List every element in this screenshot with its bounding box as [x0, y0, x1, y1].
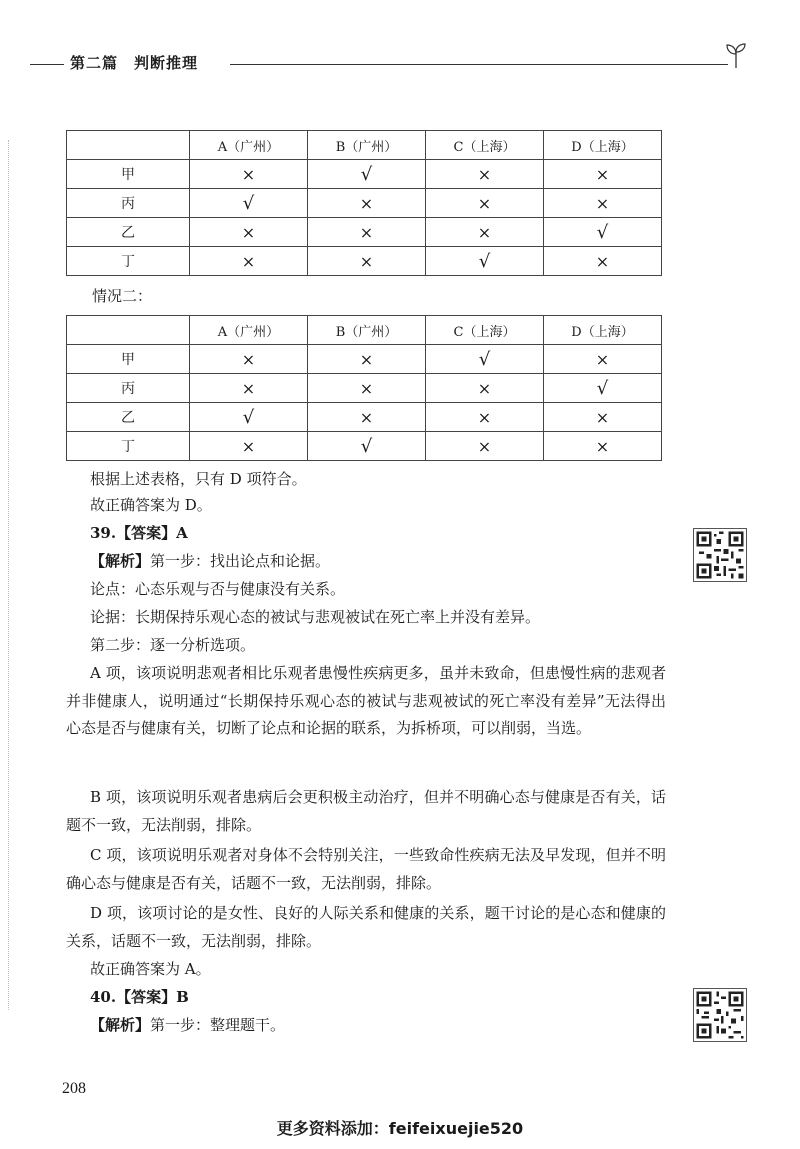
table-header-cell: D（上海） [544, 131, 662, 160]
mark-cell: √ [190, 403, 308, 432]
sprout-icon [724, 42, 748, 68]
mark-cell: × [308, 218, 426, 247]
mark-cell: × [190, 247, 308, 276]
table-header-cell: C（上海） [426, 131, 544, 160]
section-title: 第二篇 判断推理 [70, 54, 199, 72]
option-a-analysis: A 项，该项说明悲观者相比乐观者患慢性疾病更多，虽并未致命，但患慢性病的悲观者并非健康人，说明通过“长期保持乐观心态的被试与悲观被试的死亡率没有差异”无法得出心态是否与健康有关，切断了论点和论据的联系，为拆桥项，可以削弱，当选。 [66, 664, 666, 737]
person-cell: 乙 [67, 403, 190, 432]
qr-code-icon[interactable] [693, 988, 747, 1042]
question-40-answer: 40.【答案】B [90, 988, 189, 1006]
mark-cell: × [308, 374, 426, 403]
header-rule-left [30, 64, 64, 65]
mark-cell: √ [544, 218, 662, 247]
mark-cell: √ [544, 374, 662, 403]
mark-cell: × [308, 189, 426, 218]
mark-cell: × [308, 345, 426, 374]
table-row [67, 218, 662, 247]
analysis-label: 【解析】 [90, 552, 151, 570]
mark-cell: × [544, 403, 662, 432]
page-header [30, 48, 750, 78]
mark-cell: √ [308, 432, 426, 461]
person-cell: 甲 [67, 345, 190, 374]
option-c-analysis: C 项，该项说明乐观者对身体不会特别关注，一些致命性疾病无法及早发现，但并不明确心态与健康是否有关，话题不一致，无法削弱，排除。 [66, 846, 666, 892]
table-header-cell: A（广州） [190, 131, 308, 160]
qr-code-icon[interactable] [693, 528, 747, 582]
table-row [67, 247, 662, 276]
analysis-40-step1 [90, 1012, 670, 1038]
analysis-text: 第一步：整理题干。 [150, 1016, 286, 1034]
table-row [67, 374, 662, 403]
header-rule-right [230, 64, 728, 65]
situation-2-label: 情况二： [92, 287, 153, 305]
margin-dots [8, 140, 11, 1010]
mark-cell: √ [190, 189, 308, 218]
answer-line: 故正确答案为 D。 [90, 496, 212, 514]
table-header-cell: A（广州） [190, 316, 308, 345]
mark-cell: × [190, 374, 308, 403]
mark-cell: × [308, 403, 426, 432]
table-row [67, 432, 662, 461]
mark-cell: √ [308, 160, 426, 189]
table-header-row [67, 316, 662, 345]
mark-cell: × [190, 218, 308, 247]
page-number: 208 [62, 1080, 86, 1097]
mark-cell: × [544, 160, 662, 189]
conclusion-line: 根据上述表格，只有 D 项符合。 [90, 470, 307, 488]
person-cell: 丁 [67, 432, 190, 461]
table-header-cell [67, 316, 190, 345]
mark-cell: × [426, 403, 544, 432]
argument-evidence: 论据：长期保持乐观心态的被试与悲观被试在死亡率上并没有差异。 [90, 608, 541, 626]
table-header-row [67, 131, 662, 160]
mark-cell: × [426, 432, 544, 461]
person-cell: 甲 [67, 160, 190, 189]
table-row [67, 160, 662, 189]
table-header-cell: D（上海） [544, 316, 662, 345]
analysis-label: 【解析】 [90, 1016, 151, 1034]
option-b-analysis: B 项，该项说明乐观者患病后会更积极主动治疗，但并不明确心态与健康是否有关，话题不一致，无法削弱，排除。 [66, 788, 666, 834]
analysis-39-step2: 第二步：逐一分析选项。 [90, 636, 256, 654]
argument-point: 论点：心态乐观与否与健康没有关系。 [90, 580, 346, 598]
mark-cell: × [190, 160, 308, 189]
person-cell: 丙 [67, 189, 190, 218]
assignment-table-1 [66, 130, 662, 276]
footer-note: 更多资料添加：feifeixuejie520 [276, 1119, 524, 1138]
option-d-analysis: D 项，该项讨论的是女性、良好的人际关系和健康的关系，题干讨论的是心态和健康的关系，话题不一致，无法削弱，排除。 [66, 904, 666, 950]
mark-cell: × [426, 160, 544, 189]
mark-cell: √ [426, 247, 544, 276]
mark-cell: × [544, 247, 662, 276]
mark-cell: × [544, 345, 662, 374]
mark-cell: × [190, 432, 308, 461]
mark-cell: × [308, 247, 426, 276]
mark-cell: × [190, 345, 308, 374]
mark-cell: × [426, 189, 544, 218]
answer-39-line: 故正确答案为 A。 [90, 960, 211, 978]
person-cell: 丙 [67, 374, 190, 403]
table-header-cell: B（广州） [308, 316, 426, 345]
analysis-39-step1 [90, 548, 670, 574]
person-cell: 丁 [67, 247, 190, 276]
mark-cell: × [426, 374, 544, 403]
table-header-cell: C（上海） [426, 316, 544, 345]
table-row [67, 189, 662, 218]
mark-cell: × [544, 189, 662, 218]
mark-cell: × [426, 218, 544, 247]
table-row [67, 345, 662, 374]
mark-cell: × [544, 432, 662, 461]
mark-cell: √ [426, 345, 544, 374]
assignment-table-2 [66, 315, 662, 461]
analysis-text: 第一步：找出论点和论据。 [150, 552, 331, 570]
person-cell: 乙 [67, 218, 190, 247]
table-row [67, 403, 662, 432]
table-header-cell: B（广州） [308, 131, 426, 160]
question-39-answer: 39.【答案】A [90, 524, 188, 542]
table-header-cell [67, 131, 190, 160]
